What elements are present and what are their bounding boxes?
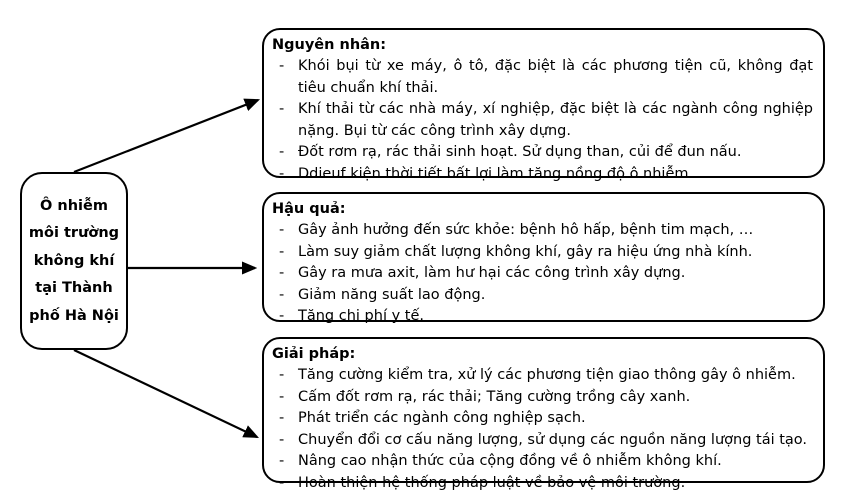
list-item-text: Gây ảnh hưởng đến sức khỏe: bệnh hô hấp, bệnh tim mạch, …: [298, 222, 754, 238]
panel-cause-list: [272, 56, 813, 185]
panel-cause-title: Nguyên nhân:: [272, 37, 387, 53]
bullet-dash-icon: -: [279, 101, 285, 117]
bullet-dash-icon: -: [279, 265, 285, 281]
bullet-dash-icon: -: [279, 453, 285, 469]
list-item: [272, 99, 813, 142]
root-node-line-1: Ô nhiễm: [40, 197, 108, 214]
list-item-text: Cấm đốt rơm rạ, rác thải; Tăng cường trồng cây xanh.: [298, 388, 691, 405]
root-node: [20, 172, 128, 350]
list-item-text: Giảm năng suất lao động.: [298, 286, 486, 303]
bullet-dash-icon: -: [279, 58, 285, 74]
list-item-text: Khí thải từ các nhà máy, xí nghiệp, đặc biệt là các ngành công nghiệp nặng. Bụi từ các công trình xây dựng.: [298, 101, 813, 139]
list-item-text: Ddieuf kiện thời tiết bất lợi làm tăng nồng độ ô nhiễm.: [298, 165, 694, 182]
bullet-dash-icon: -: [279, 431, 285, 448]
list-item-text: Chuyển đổi cơ cấu năng lượng, sử dụng các nguồn năng lượng tái tạo.: [298, 431, 808, 448]
list-item: [272, 451, 813, 473]
list-item: [272, 56, 813, 99]
list-item: [272, 285, 813, 307]
bullet-dash-icon: -: [279, 144, 285, 160]
connector-to-cause: [74, 100, 258, 172]
list-item: [272, 242, 813, 264]
list-item: [272, 220, 813, 242]
connector-to-solution: [74, 350, 257, 437]
list-item: [272, 263, 813, 285]
bullet-dash-icon: -: [279, 308, 285, 324]
bullet-dash-icon: -: [279, 367, 285, 383]
list-item-text: Hoàn thiện hệ thống pháp luật về bảo vệ môi trường.: [298, 474, 686, 491]
panel-cause: [262, 28, 825, 182]
root-node-line-4: tại Thành: [35, 280, 113, 297]
list-item: [272, 365, 813, 387]
list-item-text: Khói bụi từ xe máy, ô tô, đặc biệt là các phương tiện cũ, không đạt tiêu chuẩn khí thải.: [298, 58, 813, 96]
list-item: [272, 430, 813, 452]
list-item-text: Tăng chi phí y tế.: [298, 308, 424, 324]
bullet-dash-icon: -: [279, 165, 285, 182]
panel-solution: [262, 337, 825, 491]
list-item: [272, 387, 813, 409]
list-item: [272, 408, 813, 430]
root-node-line-5: phố Hà Nội: [29, 307, 119, 324]
root-node-line-3: không khí: [33, 252, 115, 269]
panel-effect-list: [272, 220, 813, 328]
panel-solution-title: Giải pháp:: [272, 346, 356, 362]
list-item-text: Tăng cường kiểm tra, xử lý các phương tiện giao thông gây ô nhiễm.: [298, 367, 796, 383]
list-item-text: Đốt rơm rạ, rác thải sinh hoạt. Sử dụng than, củi để đun nấu.: [298, 144, 742, 160]
list-item: [272, 306, 813, 328]
bullet-dash-icon: -: [279, 286, 285, 303]
bullet-dash-icon: -: [279, 474, 285, 491]
bullet-dash-icon: -: [279, 222, 285, 238]
bullet-dash-icon: -: [279, 243, 285, 260]
bullet-dash-icon: -: [279, 410, 285, 426]
list-item-text: Nâng cao nhận thức của cộng đồng về ô nhiễm không khí.: [298, 453, 722, 469]
list-item: [272, 142, 813, 164]
list-item-text: Gây ra mưa axit, làm hư hại các công trình xây dựng.: [298, 265, 686, 281]
list-item: [272, 164, 813, 186]
panel-effect-title: Hậu quả:: [272, 201, 346, 217]
panel-solution-list: [272, 365, 813, 494]
list-item-text: Làm suy giảm chất lượng không khí, gây ra hiệu ứng nhà kính.: [298, 243, 753, 260]
bullet-dash-icon: -: [279, 388, 285, 405]
list-item: [272, 473, 813, 495]
root-node-line-2: môi trường: [28, 225, 120, 242]
list-item-text: Phát triển các ngành công nghiệp sạch.: [298, 410, 586, 426]
panel-effect: [262, 192, 825, 322]
